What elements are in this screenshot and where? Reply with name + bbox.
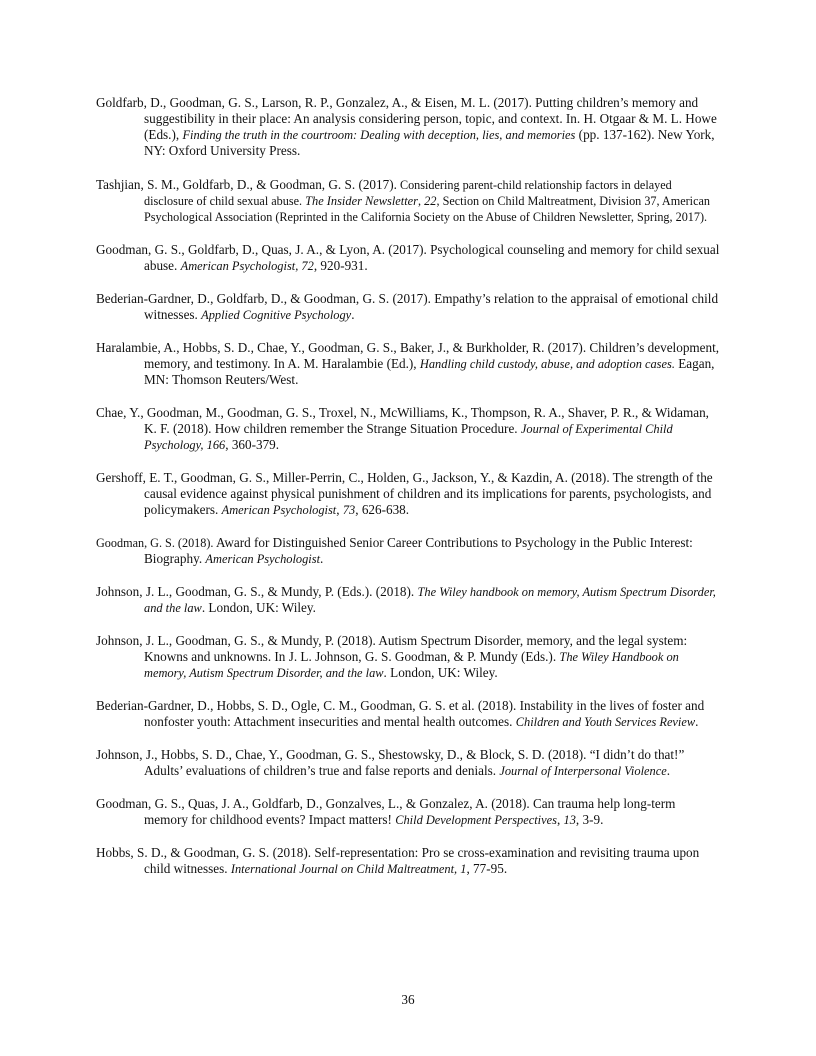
- reference-separator: ,: [556, 812, 564, 827]
- reference-tail: , Section on Child Maltreatment, Division 37, American Psychological Association (Reprinted in the California Society on the Abuse of Children Newsletter, Spring, 2017).: [144, 194, 710, 224]
- reference-item: [96, 291, 720, 323]
- reference-item: [96, 177, 720, 225]
- reference-text: Considering parent-child relationship factors in delayed disclosure of child sexual abuse.: [144, 178, 672, 208]
- reference-text: Johnson, J. L., Goodman, G. S., & Mundy, P. (Eds.). (2018).: [96, 584, 418, 599]
- reference-authors: Tashjian, S. M., Goldfarb, D., & Goodman, G. S. (2017).: [96, 177, 397, 192]
- reference-item: [96, 340, 720, 388]
- reference-tail: .: [320, 551, 324, 566]
- reference-tail: , 920-931.: [313, 258, 368, 273]
- reference-text: Haralambie, A., Hobbs, S. D., Chae, Y., Goodman, G. S., Baker, J., & Burkholder, R. (2017). Children’s development, memory, and testimony. In A. M. Haralambie (Ed.),: [96, 340, 720, 371]
- reference-source: The Wiley Handbook on memory, Autism Spectrum Disorder, and the law: [144, 650, 679, 680]
- reference-volume: 13: [563, 813, 576, 827]
- reference-tail: .: [666, 763, 671, 778]
- reference-item: [96, 747, 720, 779]
- reference-tail: , 360-379.: [225, 437, 280, 452]
- reference-authors: Goodman, G. S. (2018).: [96, 536, 214, 550]
- reference-source: Journal of Interpersonal Violence: [499, 764, 667, 778]
- reference-item: [96, 633, 720, 681]
- page-number: 36: [401, 992, 415, 1007]
- reference-text: Award for Distinguished Senior Career Contributions to Psychology in the Public Interest: Biography.: [144, 535, 693, 566]
- reference-text: Johnson, J., Hobbs, S. D., Chae, Y., Goodman, G. S., Shestowsky, D., & Block, S. D. (2018). “I didn’t do that!” Adults’ evaluations of children’s true and false reports and denials.: [96, 747, 685, 778]
- reference-source: The Insider Newsletter: [305, 194, 418, 208]
- reference-source: Child Development Perspectives: [395, 813, 557, 827]
- reference-text: Chae, Y., Goodman, M., Goodman, G. S., Troxel, N., McWilliams, K., Thompson, R. A., Shaver, P. R., & Widaman, K. F. (2018). How children remember the Strange Situation Procedure.: [96, 405, 709, 436]
- reference-tail: .: [351, 307, 355, 322]
- reference-item: [96, 535, 720, 567]
- reference-tail: (pp. 137-162). New York, NY: Oxford University Press.: [144, 127, 715, 158]
- reference-text: Bederian-Gardner, D., Hobbs, S. D., Ogle, C. M., Goodman, G. S. et al. (2018). Instability in the lives of foster and nonfoster youth: Attachment insecurities and mental health outcomes.: [96, 698, 705, 729]
- reference-tail: . London, UK: Wiley.: [201, 600, 316, 615]
- reference-source: Journal of Experimental Child Psychology, 166: [144, 422, 673, 452]
- reference-source: The Wiley handbook on memory, Autism Spectrum Disorder, and the law: [144, 585, 716, 615]
- reference-item: [96, 242, 720, 274]
- reference-item: [96, 845, 720, 877]
- reference-item: [96, 405, 720, 453]
- reference-text: Johnson, J. L., Goodman, G. S., & Mundy, P. (2018). Autism Spectrum Disorder, memory, and the legal system: Knowns and unknowns. In J. L. Johnson, G. S. Goodman, & P. Mundy (Eds.).: [96, 633, 688, 664]
- reference-item: [96, 470, 720, 518]
- reference-text: Goodman, G. S., Goldfarb, D., Quas, J. A., & Lyon, A. (2017). Psychological counseling and memory for child sexual abuse.: [96, 242, 720, 273]
- reference-tail: , 626-638.: [355, 502, 410, 517]
- reference-text: Goodman, G. S., Quas, J. A., Goldfarb, D., Gonzalves, L., & Gonzalez, A. (2018). Can trauma help long-term memory for childhood events? Impact matters!: [96, 796, 676, 827]
- reference-text: Bederian-Gardner, D., Goldfarb, D., & Goodman, G. S. (2017). Empathy’s relation to the appraisal of emotional child witnesses.: [96, 291, 719, 322]
- reference-item: [96, 95, 720, 159]
- reference-tail: , 3-9.: [575, 812, 604, 827]
- reference-volume: 22: [424, 194, 437, 208]
- reference-item: [96, 796, 720, 828]
- reference-source: International Journal on Child Maltreatment, 1: [230, 862, 467, 876]
- reference-text: Goldfarb, D., Goodman, G. S., Larson, R. P., Gonzalez, A., & Eisen, M. L. (2017). Putting children’s memory and suggestibility in their place: An analysis considering person, topic, and context. In. H. Otgaar & M. L. Howe (Eds.),: [96, 95, 717, 142]
- reference-source: Children and Youth Services Review: [515, 715, 696, 729]
- reference-text: Gershoff, E. T., Goodman, G. S., Miller-Perrin, C., Holden, G., Jackson, Y., & Kazdin, A. (2018). The strength of the causal evidence against physical punishment of children and its implications for parents, psychologists, and policymakers.: [96, 470, 713, 517]
- reference-source: American Psychologist: [221, 503, 337, 517]
- reference-volume: 73: [342, 503, 356, 517]
- reference-source: Applied Cognitive Psychology: [201, 308, 352, 322]
- reference-tail: .: [695, 714, 699, 729]
- reference-item: [96, 698, 720, 730]
- reference-source: Finding the truth in the courtroom: Dealing with deception, lies, and memories: [182, 128, 576, 142]
- reference-item: [96, 584, 720, 616]
- reference-source: Handling child custody, abuse, and adoption cases.: [419, 357, 675, 371]
- reference-tail: Eagan, MN: Thomson Reuters/West.: [144, 356, 715, 387]
- reference-separator: ,: [336, 502, 343, 517]
- reference-tail: . London, UK: Wiley.: [383, 665, 498, 680]
- reference-source: American Psychologist: [205, 552, 321, 566]
- reference-source: American Psychologist, 72: [180, 259, 314, 273]
- reference-separator: ,: [418, 194, 425, 208]
- reference-list: [96, 95, 720, 894]
- reference-tail: , 77-95.: [466, 861, 508, 876]
- reference-text: Hobbs, S. D., & Goodman, G. S. (2018). Self-representation: Pro se cross-examination and revisiting trauma upon child witnesses.: [96, 845, 700, 876]
